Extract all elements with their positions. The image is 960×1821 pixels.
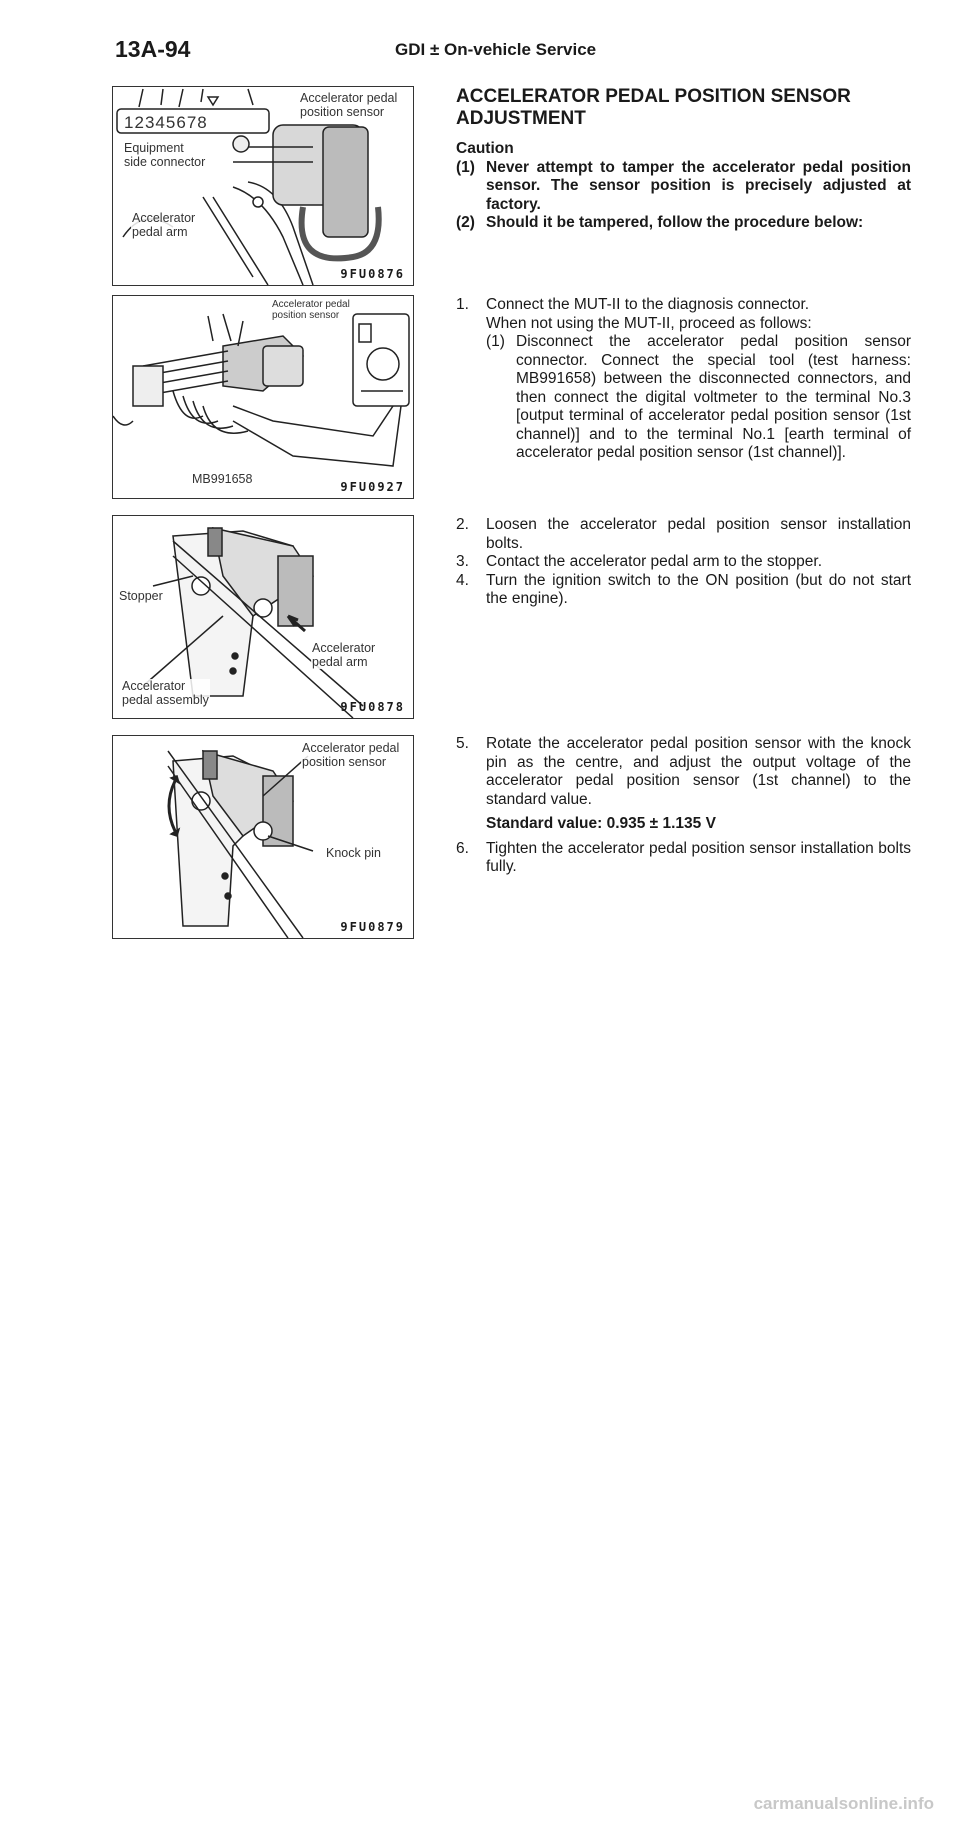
item-text: Never attempt to tamper the accelerator pedal position sensor. The sensor position is precisely adjusted at factory.	[486, 158, 911, 213]
pin-2: 2	[134, 113, 145, 132]
step-number: 2.	[456, 516, 469, 533]
step-number: 3.	[456, 553, 469, 570]
sub-step-text: Disconnect the accelerator pedal position sensor connector. Connect the special tool (test harness: MB991658) between the disconnected connectors, and then connect the digital voltmeter to the terminal No.3 [output terminal of accelerator pedal position sensor (1st channel)] and to the terminal No.1 [earth terminal of accelerator pedal position sensor (1st channel)].	[516, 333, 911, 461]
label-pedal-assembly: Accelerator pedal assembly	[122, 679, 209, 707]
pin-7: 7	[186, 113, 198, 132]
pin-8: 8	[197, 113, 208, 132]
step-text: Turn the ignition switch to the ON position (but do not start the engine).	[486, 571, 911, 607]
label-sensor: Accelerator pedal position sensor	[302, 741, 400, 769]
label-sensor: Accelerator pedal position sensor	[272, 299, 350, 321]
item-number: (1)	[456, 158, 475, 176]
step-text: Loosen the accelerator pedal position sensor installation bolts.	[486, 516, 911, 552]
step-text: Rotate the accelerator pedal position sensor with the knock pin as the centre, and adjust the output voltage of the accelerator pedal position sensor (1st channel) to the standard value.	[486, 735, 911, 808]
pin-4: 4	[155, 113, 166, 132]
caution-item	[456, 159, 911, 215]
pin-5: 5	[165, 113, 177, 132]
standard-value: Standard value: 0.935 ± 1.135 V	[486, 815, 716, 832]
step-item	[456, 296, 911, 315]
steps-5-6-section	[456, 735, 911, 877]
figure-test-harness	[112, 295, 414, 499]
pin-3: 3	[144, 113, 156, 132]
label-stopper: Stopper	[119, 589, 163, 603]
step-item	[456, 735, 911, 809]
step-text: Connect the MUT-II to the diagnosis connector.	[486, 296, 810, 313]
step-item	[456, 840, 911, 877]
figure-sensor-location	[112, 86, 414, 286]
step-item	[456, 553, 911, 572]
figure-knock-pin	[112, 735, 414, 939]
step-continuation: When not using the MUT-II, proceed as follows:	[486, 314, 812, 332]
item-number: (2)	[456, 214, 475, 231]
pin-6: 6	[176, 113, 187, 132]
step-number: 4.	[456, 571, 469, 589]
step-number: 1.	[456, 296, 469, 313]
step-item	[456, 516, 911, 553]
label-sensor: Accelerator pedal position sensor	[300, 91, 398, 119]
caution-item	[456, 214, 911, 233]
pin-numbers	[123, 114, 209, 132]
caution-heading: Caution	[456, 140, 514, 157]
step-text: Tighten the accelerator pedal position sensor installation bolts fully.	[486, 839, 911, 875]
figure-code: 9FU0927	[340, 480, 405, 494]
page-header: GDI ± On-vehicle Service	[395, 40, 597, 59]
figure-stopper	[112, 515, 414, 719]
adjustment-section	[456, 86, 911, 233]
watermark: carmanualsonline.info	[753, 1794, 934, 1813]
steps-2-4-section	[456, 516, 911, 609]
sub-step-item	[486, 333, 911, 463]
label-knock-pin: Knock pin	[326, 846, 381, 860]
step-number: 6.	[456, 839, 469, 857]
label-special-tool: MB991658	[192, 472, 253, 486]
test-harness-drawing	[113, 296, 413, 498]
figure-code: 9FU0876	[340, 267, 405, 281]
pin-1: 1	[124, 113, 135, 132]
label-pedal-arm: Accelerator pedal arm	[312, 641, 376, 669]
item-text: Should it be tampered, follow the procedure below:	[486, 214, 864, 231]
step-1-section	[456, 296, 911, 463]
section-title: ACCELERATOR PEDAL POSITION SENSOR ADJUSTMENT	[456, 86, 851, 129]
label-equipment-connector: Equipment side connector	[124, 141, 206, 169]
figure-code: 9FU0879	[340, 920, 405, 934]
figure-code: 9FU0878	[340, 700, 405, 714]
step-text: Contact the accelerator pedal arm to the stopper.	[486, 553, 823, 570]
label-pedal-arm: Accelerator pedal arm	[132, 211, 196, 239]
step-number: 5.	[456, 735, 469, 752]
page-number: 13A-94	[115, 36, 191, 62]
sub-step-number: (1)	[486, 333, 505, 350]
step-item	[456, 572, 911, 609]
